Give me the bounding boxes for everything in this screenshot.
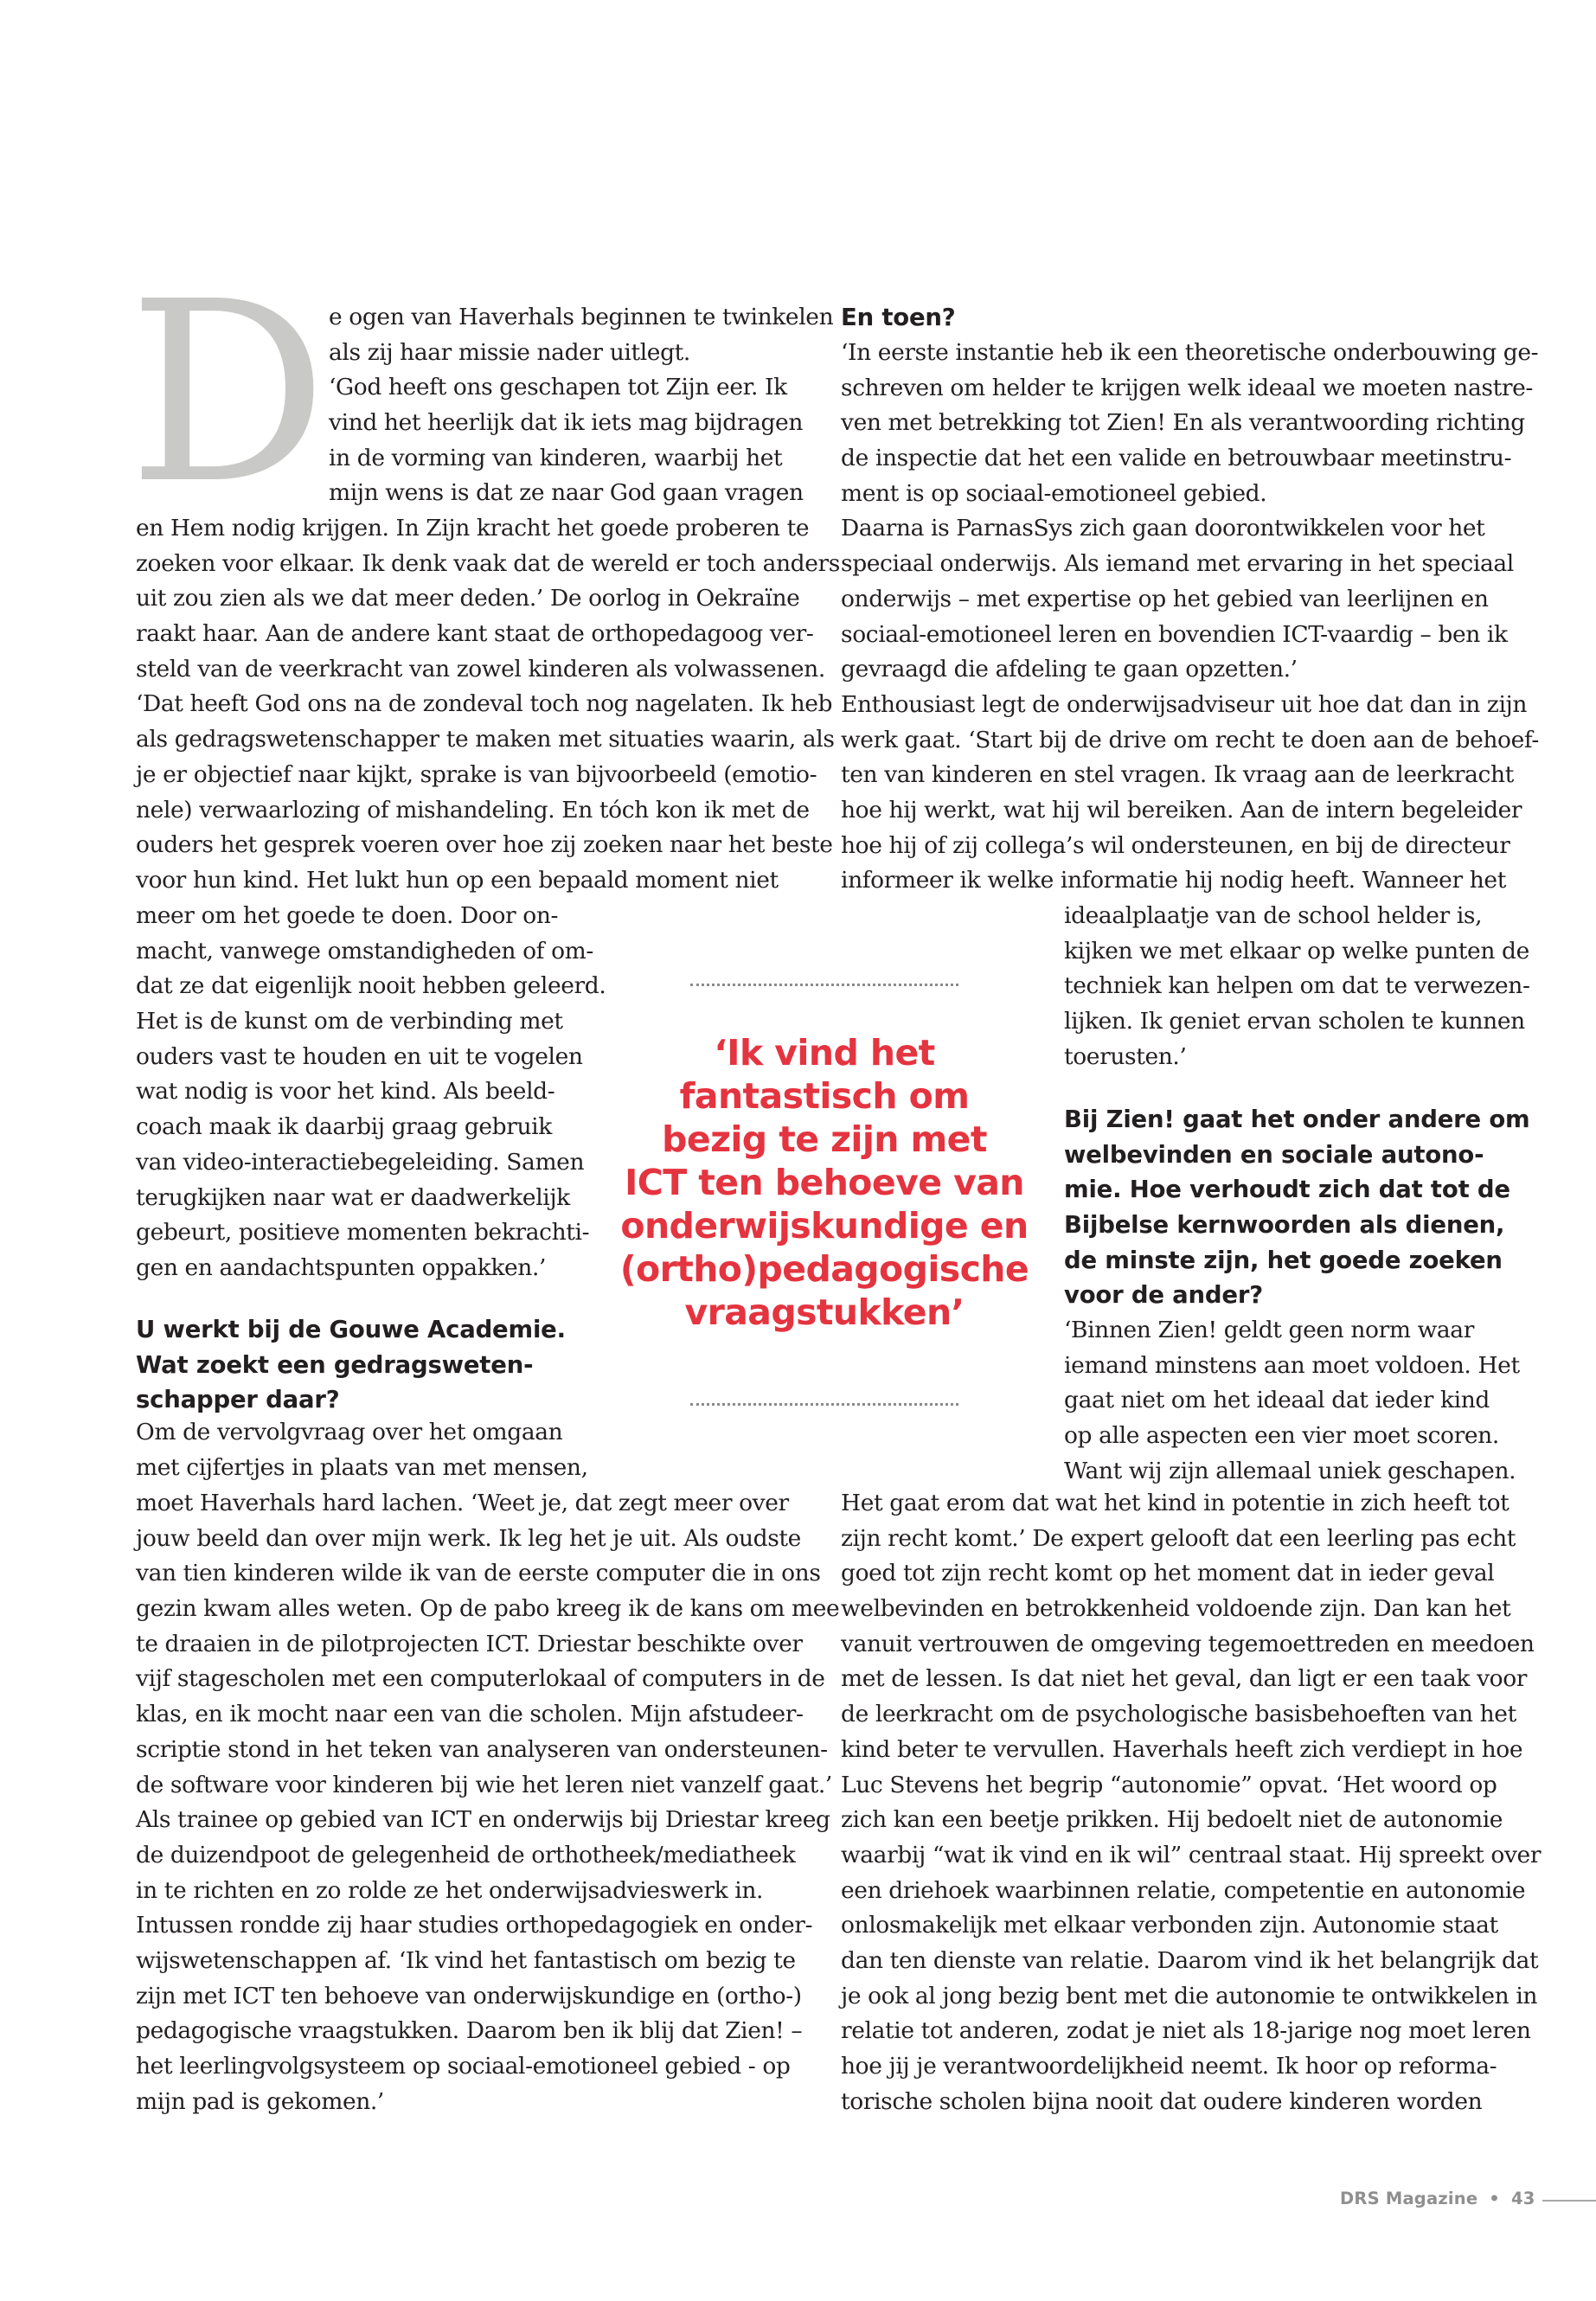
text-line: macht, vanwege omstandigheden of om- [136, 937, 593, 965]
text-line: hoe hij of zij collega’s wil ondersteunen, en bij de directeur [841, 831, 1510, 859]
text-line: zoeken voor elkaar. Ik denk vaak dat de wereld er toch anders [136, 549, 840, 577]
right-column-text-d [841, 1486, 1541, 2119]
text-line: ‘Dat heeft God ons na de zondeval toch nog nagelaten. Ik heb [136, 690, 833, 718]
text-line: vraagstukken’ [684, 1292, 965, 1333]
text-line: op alle aspecten een vier moet scoren. [1064, 1422, 1499, 1450]
text-line: ment is op sociaal-emotioneel gebied. [841, 479, 1267, 507]
page-footer [1340, 2189, 1535, 2208]
text-line: torische scholen bijna nooit dat oudere kinderen worden [841, 2087, 1483, 2115]
text-line: informeer ik welke informatie hij nodig heeft. Wanneer het [841, 867, 1506, 894]
text-line: coach maak ik daarbij graag gebruik [136, 1113, 552, 1141]
text-line: onlosmakelijk met elkaar verbonden zijn. Autonomie staat [841, 1912, 1498, 1939]
text-line: Enthousiast legt de onderwijsadviseur uit hoe dat dan in zijn [841, 690, 1528, 718]
left-column-text-a [136, 511, 840, 899]
text-line: ‘In eerste instantie heb ik een theoretische onderbouwing ge- [841, 339, 1539, 366]
section-heading-zien [1064, 1102, 1530, 1313]
text-line: Het is de kunst om de verbinding met [136, 1008, 563, 1035]
text-line: moet Haverhals hard lachen. ‘Weet je, dat zegt meer over [136, 1490, 789, 1516]
page-number: 43 [1510, 2189, 1535, 2208]
text-line: onderwijs – met expertise op het gebied van leerlijnen en [841, 585, 1489, 612]
text-line: raakt haar. Aan de andere kant staat de orthopedagoog ver- [136, 620, 814, 648]
footer-rule [1542, 2200, 1596, 2202]
text-line: zijn met ICT ten behoeve van onderwijskundige en (ortho-) [136, 1982, 802, 2009]
text-line: ‘God heeft ons geschapen tot Zijn eer. Ik [329, 374, 787, 401]
text-line: sociaal-emotioneel leren en bovendien ICT-vaardig – ben ik [841, 620, 1508, 648]
text-line: je ook al jong bezig bent met die autonomie te ontwikkelen in [841, 1982, 1538, 2009]
text-line: Want wij zijn allemaal uniek geschapen. [1064, 1457, 1516, 1484]
text-line: gevraagd die afdeling te gaan opzetten.’ [841, 656, 1298, 683]
right-column-text-a [841, 336, 1539, 899]
text-line: ‘Binnen Zien! geldt geen norm waar [1064, 1317, 1474, 1343]
text-line: in te richten en zo rolde ze het onderwijsadvieswerk in. [136, 1876, 764, 1904]
text-line: gezin kwam alles weten. Op de pabo kreeg ik de kans om mee [136, 1595, 840, 1623]
text-line: iemand minstens aan moet voldoen. Het [1064, 1351, 1520, 1379]
text-line: mijn pad is gekomen.’ [136, 2087, 384, 2115]
text-line: ideaalplaatje van de school helder is, [1064, 902, 1483, 929]
text-line: goed tot zijn recht komt op het moment dat in ieder geval [841, 1560, 1495, 1587]
text-line: terugkijken naar wat er daadwerkelijk [136, 1183, 570, 1211]
text-line: gen en aandachtspunten oppakken.’ [136, 1253, 547, 1281]
text-line: zich kan een beetje prikken. Hij bedoelt niet de autonomie [841, 1806, 1503, 1834]
text-line: de minste zijn, het goede zoeken [1064, 1246, 1503, 1274]
text-line: toerusten.’ [1064, 1042, 1187, 1070]
text-line: als gedragswetenschapper te maken met situaties waarin, als [136, 726, 835, 753]
text-line: relatie tot anderen, zodat je niet als 18-jarige nog moet leren [841, 2017, 1531, 2045]
text-line: (ortho)pedagogische [619, 1248, 1029, 1290]
text-line: fantastisch om [679, 1075, 970, 1117]
drop-cap: D [128, 248, 328, 538]
text-line: te draaien in de pilotprojecten ICT. Driestar beschikte over [136, 1630, 803, 1657]
pull-quote [612, 1031, 1036, 1334]
text-line: lijken. Ik geniet ervan scholen te kunnen [1064, 1008, 1525, 1035]
text-line: gaat niet om het ideaal dat ieder kind [1064, 1387, 1490, 1414]
text-line: vijf stagescholen met een computerlokaal of computers in de [136, 1665, 825, 1693]
section-heading-gouwe-academie [136, 1312, 566, 1418]
left-column-text-d [136, 1486, 839, 2119]
text-line: Bij Zien! gaat het onder andere om [1064, 1106, 1530, 1133]
text-line: dan ten dienste van relatie. Daarom vind ik het belangrijk dat [841, 1946, 1539, 1974]
text-line: wijswetenschappen af. ‘Ik vind het fantastisch om bezig te [136, 1946, 796, 1974]
text-line: speciaal onderwijs. Als iemand met ervaring in het speciaal [841, 550, 1514, 578]
footer-bullet: • [1489, 2189, 1500, 2208]
text-line: kijken we met elkaar op welke punten de [1064, 937, 1529, 965]
left-column-text-c [136, 1415, 588, 1485]
text-line: welbevinden en sociale autono- [1064, 1140, 1484, 1169]
right-column-text-b [1064, 899, 1530, 1074]
text-line: de leerkracht om de psychologische basisbehoeften van het [841, 1701, 1516, 1728]
text-line: de inspectie dat het een valide en betrouwbaar meetinstru- [841, 445, 1512, 472]
text-line: scriptie stond in het teken van analyseren van ondersteunen- [136, 1735, 828, 1763]
text-line: waarbij “wat ik vind en ik wil” centraal staat. Hij spreekt over [841, 1841, 1542, 1868]
text-line: in de vorming van kinderen, waarbij het [329, 444, 783, 471]
text-line: U werkt bij de Gouwe Academie. [136, 1316, 566, 1343]
text-line: Daarna is ParnasSys zich gaan doorontwikkelen voor het [841, 515, 1485, 542]
text-line: Intussen rondde zij haar studies orthopedagogiek en onder- [136, 1912, 813, 1939]
text-line: bezig te zijn met [662, 1118, 987, 1160]
text-line: ‘Ik vind het [714, 1032, 935, 1074]
magazine-name: DRS Magazine [1340, 2189, 1478, 2208]
text-line: van video-interactiebegeleiding. Samen [136, 1148, 585, 1176]
text-line: Als trainee op gebied van ICT en onderwijs bij Driestar kreeg [136, 1806, 830, 1834]
text-line: voor de ander? [1064, 1281, 1263, 1310]
text-line: mie. Hoe verhoudt zich dat tot de [1064, 1176, 1510, 1204]
text-line: vanuit vertrouwen de omgeving tegemoettreden en meedoen [841, 1630, 1535, 1657]
text-line: ouders het gesprek voeren over hoe zij zoeken naar het beste [136, 831, 833, 859]
text-line: Wat zoekt een gedragsweten- [136, 1350, 534, 1379]
text-line: onderwijskundige en [620, 1205, 1029, 1247]
text-line: hoe jij je verantwoordelijkheid neemt. Ik hoor op reforma- [841, 2053, 1497, 2080]
text-line: jouw beeld dan over mijn werk. Ik leg het je uit. Als oudste [136, 1524, 801, 1552]
text-line: pedagogische vraagstukken. Daarom ben ik blij dat Zien! – [136, 2017, 803, 2045]
text-line: Luc Stevens het begrip “autonomie” opvat. ‘Het woord op [841, 1771, 1497, 1798]
text-line: je er objectief naar kijkt, sprake is van bijvoorbeeld (emotio- [136, 760, 817, 788]
text-line: mijn wens is dat ze naar God gaan vragen [329, 479, 804, 507]
text-line: dat ze dat eigenlijk nooit hebben geleerd. [136, 972, 606, 1000]
text-line: schreven om helder te krijgen welk ideaal we moeten nastre- [841, 374, 1533, 401]
text-line: het leerlingvolgsysteem op sociaal-emotioneel gebied - op [136, 2053, 791, 2080]
text-line: Om de vervolgvraag over het omgaan [136, 1419, 563, 1445]
text-line: uit zou zien als we dat meer deden.’ De oorlog in Oekraïne [136, 585, 800, 612]
text-line: wat nodig is voor het kind. Als beeld- [136, 1078, 555, 1106]
text-line: als zij haar missie nader uitlegt. [329, 338, 690, 366]
text-line: meer om het goede te doen. Door on- [136, 902, 559, 929]
text-line: de duizendpoot de gelegenheid de orthotheek/mediatheek [136, 1841, 796, 1868]
text-line: nele) verwaarlozing of mishandeling. En tóch kon ik met de [136, 796, 810, 824]
text-line: gebeurt, positieve momenten bekrachti- [136, 1219, 590, 1247]
text-line: en Hem nodig krijgen. In Zijn kracht het goede proberen te [136, 515, 810, 542]
text-line: ven met betrekking tot Zien! En als verantwoording richting [841, 409, 1525, 437]
left-column-text-b [136, 899, 606, 1286]
text-line: werk gaat. ‘Start bij de drive om recht te doen aan de behoef- [841, 726, 1539, 753]
right-column-text-c [1064, 1313, 1520, 1489]
text-line: welbevinden en betrokkenheid voldoende zijn. Dan kan het [841, 1595, 1511, 1623]
text-line: techniek kan helpen om dat te verwezen- [1064, 972, 1530, 1000]
text-line: met de lessen. Is dat niet het geval, dan ligt er een taak voor [841, 1665, 1528, 1693]
section-heading-en-toen: En toen? [841, 304, 956, 331]
text-line: zijn recht komt.’ De expert gelooft dat een leerling pas echt [841, 1524, 1516, 1552]
text-line: vind het heerlijk dat ik iets mag bijdragen [329, 409, 804, 437]
text-line: Het gaat erom dat wat het kind in potentie in zich heeft tot [841, 1490, 1509, 1516]
text-line: Bijbelse kernwoorden als dienen, [1064, 1211, 1505, 1240]
quote-divider-top [690, 984, 958, 986]
text-line: ten van kinderen en stel vragen. Ik vraag aan de leerkracht [841, 761, 1514, 789]
text-line: een driehoek waarbinnen relatie, competentie en autonomie [841, 1876, 1526, 1904]
text-line: hoe hij werkt, wat hij wil bereiken. Aan de intern begeleider [841, 796, 1522, 824]
text-line: ICT ten behoeve van [625, 1162, 1024, 1203]
text-line: klas, en ik mocht naar een van die scholen. Mijn afstudeer- [136, 1701, 804, 1728]
text-line: met cijfertjes in plaats van met mensen, [136, 1453, 588, 1481]
intro-lines [329, 300, 833, 511]
text-line: de software voor kinderen bij wie het leren niet vanzelf gaat.’ [136, 1771, 832, 1798]
text-line: ouders vast te houden en uit te vogelen [136, 1042, 583, 1070]
text-line: kind beter te vervullen. Haverhals heeft zich verdiept in hoe [841, 1735, 1523, 1763]
text-line: steld van de veerkracht van zowel kinderen als volwassenen. [136, 655, 825, 683]
text-line: e ogen van Haverhals beginnen te twinkelen [329, 304, 834, 330]
text-line: voor hun kind. Het lukt hun op een bepaald moment niet [136, 866, 779, 894]
text-line: van tien kinderen wilde ik van de eerste computer die in ons [136, 1560, 821, 1587]
quote-divider-bottom [690, 1403, 958, 1406]
text-line: schapper daar? [136, 1386, 340, 1414]
